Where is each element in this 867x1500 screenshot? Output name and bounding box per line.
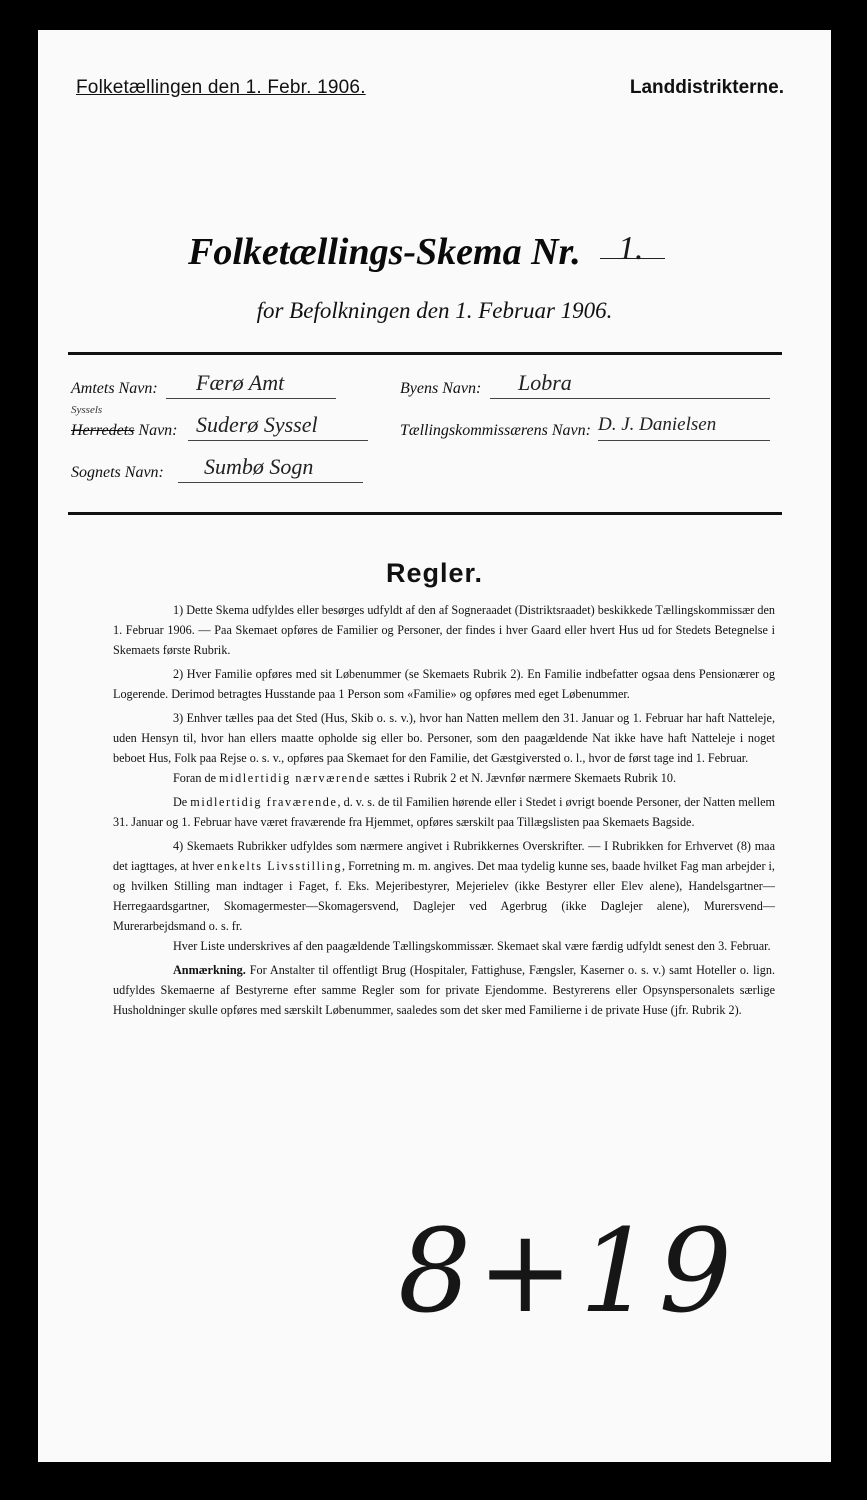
byens-value: Lobra [518,370,572,395]
rule-1: 1) Dette Skema udfyldes eller besørges udfyldt af den af Sogneraadet (Distriktsraadet) beskikkede Tællingskommissær den 1. Februar 1906. — Paa Skemaet opføres de Familier og Personer, der findes i hver Gaard eller hvert Hus ud for Stedets Betegnelse i Skemaets første Rubrik. [113,603,775,657]
kommissaer-label: Tællingskommissærens Navn: [400,422,591,439]
handwritten-total: 8+19 [398,1205,738,1339]
census-form-page [38,30,831,1462]
amt-line [166,398,336,399]
header-district-type: Landdistrikterne. [629,77,784,98]
herred-struck-word: Herredets [71,422,135,439]
rule-4-b: , Forretning m. m. angives. Det maa tydelig kunne ses, baade hvilket Fag man arbejder i, og hvilken Stilling man indtager i Faget, f. Eks. Mejeribestyrer, Mejerielev (ikke Bestyrer eller Elev alene), Handelsgartner—Herregaardsgartner, Skomagermester—Skomagersvend, Daglejer ved Agerbrug (ikke Daglejer alene), Murersvend—Murerarbejdsmand o. s. fr. [113,859,775,933]
syssel-correction: Syssels [71,404,103,416]
rules-heading: Regler. [385,558,484,588]
rule-3: 3) Enhver tælles paa det Sted (Hus, Skib o. s. v.), hvor han Natten mellem den 31. Januar og 1. Februar har haft Natteleje, uden Hensyn til, hvor han ellers maatte opholde sig eller bo. Personer, som den paagældende Nat ikke have haft Natteleje i noget beboet Hus, Folk paa Rejse o. s. v., opføres paa Skemaet for den Familie, det Gæstgiversted o. l., hvor de først tage ind 1. Februar. [113,711,775,765]
herred-line [188,440,368,441]
amt-label: Amtets Navn: [71,380,158,397]
herred-label [71,422,178,440]
rule-3-present-b: sættes i Rubrik 2 et N. Jævnfør nærmere Skemaets Rubrik 10. [371,771,677,785]
rule-3-present-spaced: midlertidig nærværende [219,771,372,785]
rule-signature: Hver Liste underskrives af den paagældende Tællingskommissær. Skemaet skal være færdig udfyldt senest den 3. Februar. [173,939,771,953]
sogn-label: Sognets Navn: [71,464,164,481]
rule-4 [113,836,775,936]
herred-label-rest: Navn: [134,422,178,439]
form-subtitle: for Befolkningen den 1. Februar 1906. [256,298,613,323]
rule-3-present [113,768,775,788]
form-number-handwritten: 1. [618,230,644,267]
herred-value: Suderø Syssel [196,412,318,437]
sogn-line [178,482,363,483]
sogn-value: Sumbø Sogn [204,454,314,479]
form-title: Folketællings-Skema Nr. [188,231,581,273]
rule-4-spaced: enkelts Livsstilling [216,859,343,873]
rule-3-absent-spaced: midlertidig fraværende [190,795,338,809]
rules-text [113,600,775,1020]
bottom-rule [68,512,782,515]
header-census-title: Folketællingen den 1. Febr. 1906. [76,77,366,98]
rule-4-a: 4) Skemaets Rubrikker udfyldes som nærmere angivet i Rubrikkernes Overskrifter. — I Rubrikken for Erhvervet (8) maa det iagttages, at hver [113,839,775,873]
byens-label: Byens Navn: [400,380,482,397]
rule-3-absent-b: , d. v. s. de til Familien hørende eller i Stedet i øvrigt boende Personer, der Natten mellem 31. Januar og 1. Februar have været fraværende fra Hjemmet, opføres særskilt paa Tillægslisten paa Skemaets Bagside. [113,795,775,829]
rule-3-absent-a: De [173,795,191,809]
kommissaer-line [598,440,770,441]
byens-line [490,398,770,399]
rule-2: 2) Hver Familie opføres med sit Løbenummer (se Skemaets Rubrik 2). En Familie indbefatter ogsaa dens Pensionærer og Logerende. Derimod betragtes Husstande paa 1 Person som «Familie» og opføres med eget Løbenummer. [113,667,775,701]
rule-note-heading: Anmærkning. [173,963,246,977]
top-rule [68,352,782,355]
rule-3-absent [113,792,775,832]
rule-note [113,960,775,1020]
rule-note-text: For Anstalter til offentligt Brug (Hospitaler, Fattighuse, Fængsler, Kaserner o. s. v.) samt Hoteller o. lign. udfyldes Skemaerne af Bestyrerne efter samme Regler som for private Ejendomme. Bestyrerens eller Opsynspersonalets særlige Husholdninger skulle opføres med særskilt Løbenummer, saaledes som det sker med Familierne i de private Huse (jfr. Rubrik 2). [113,963,775,1017]
rule-3-present-a: Foran de [173,771,220,785]
kommissaer-value: D. J. Danielsen [598,414,717,435]
amt-value: Færø Amt [196,370,285,395]
